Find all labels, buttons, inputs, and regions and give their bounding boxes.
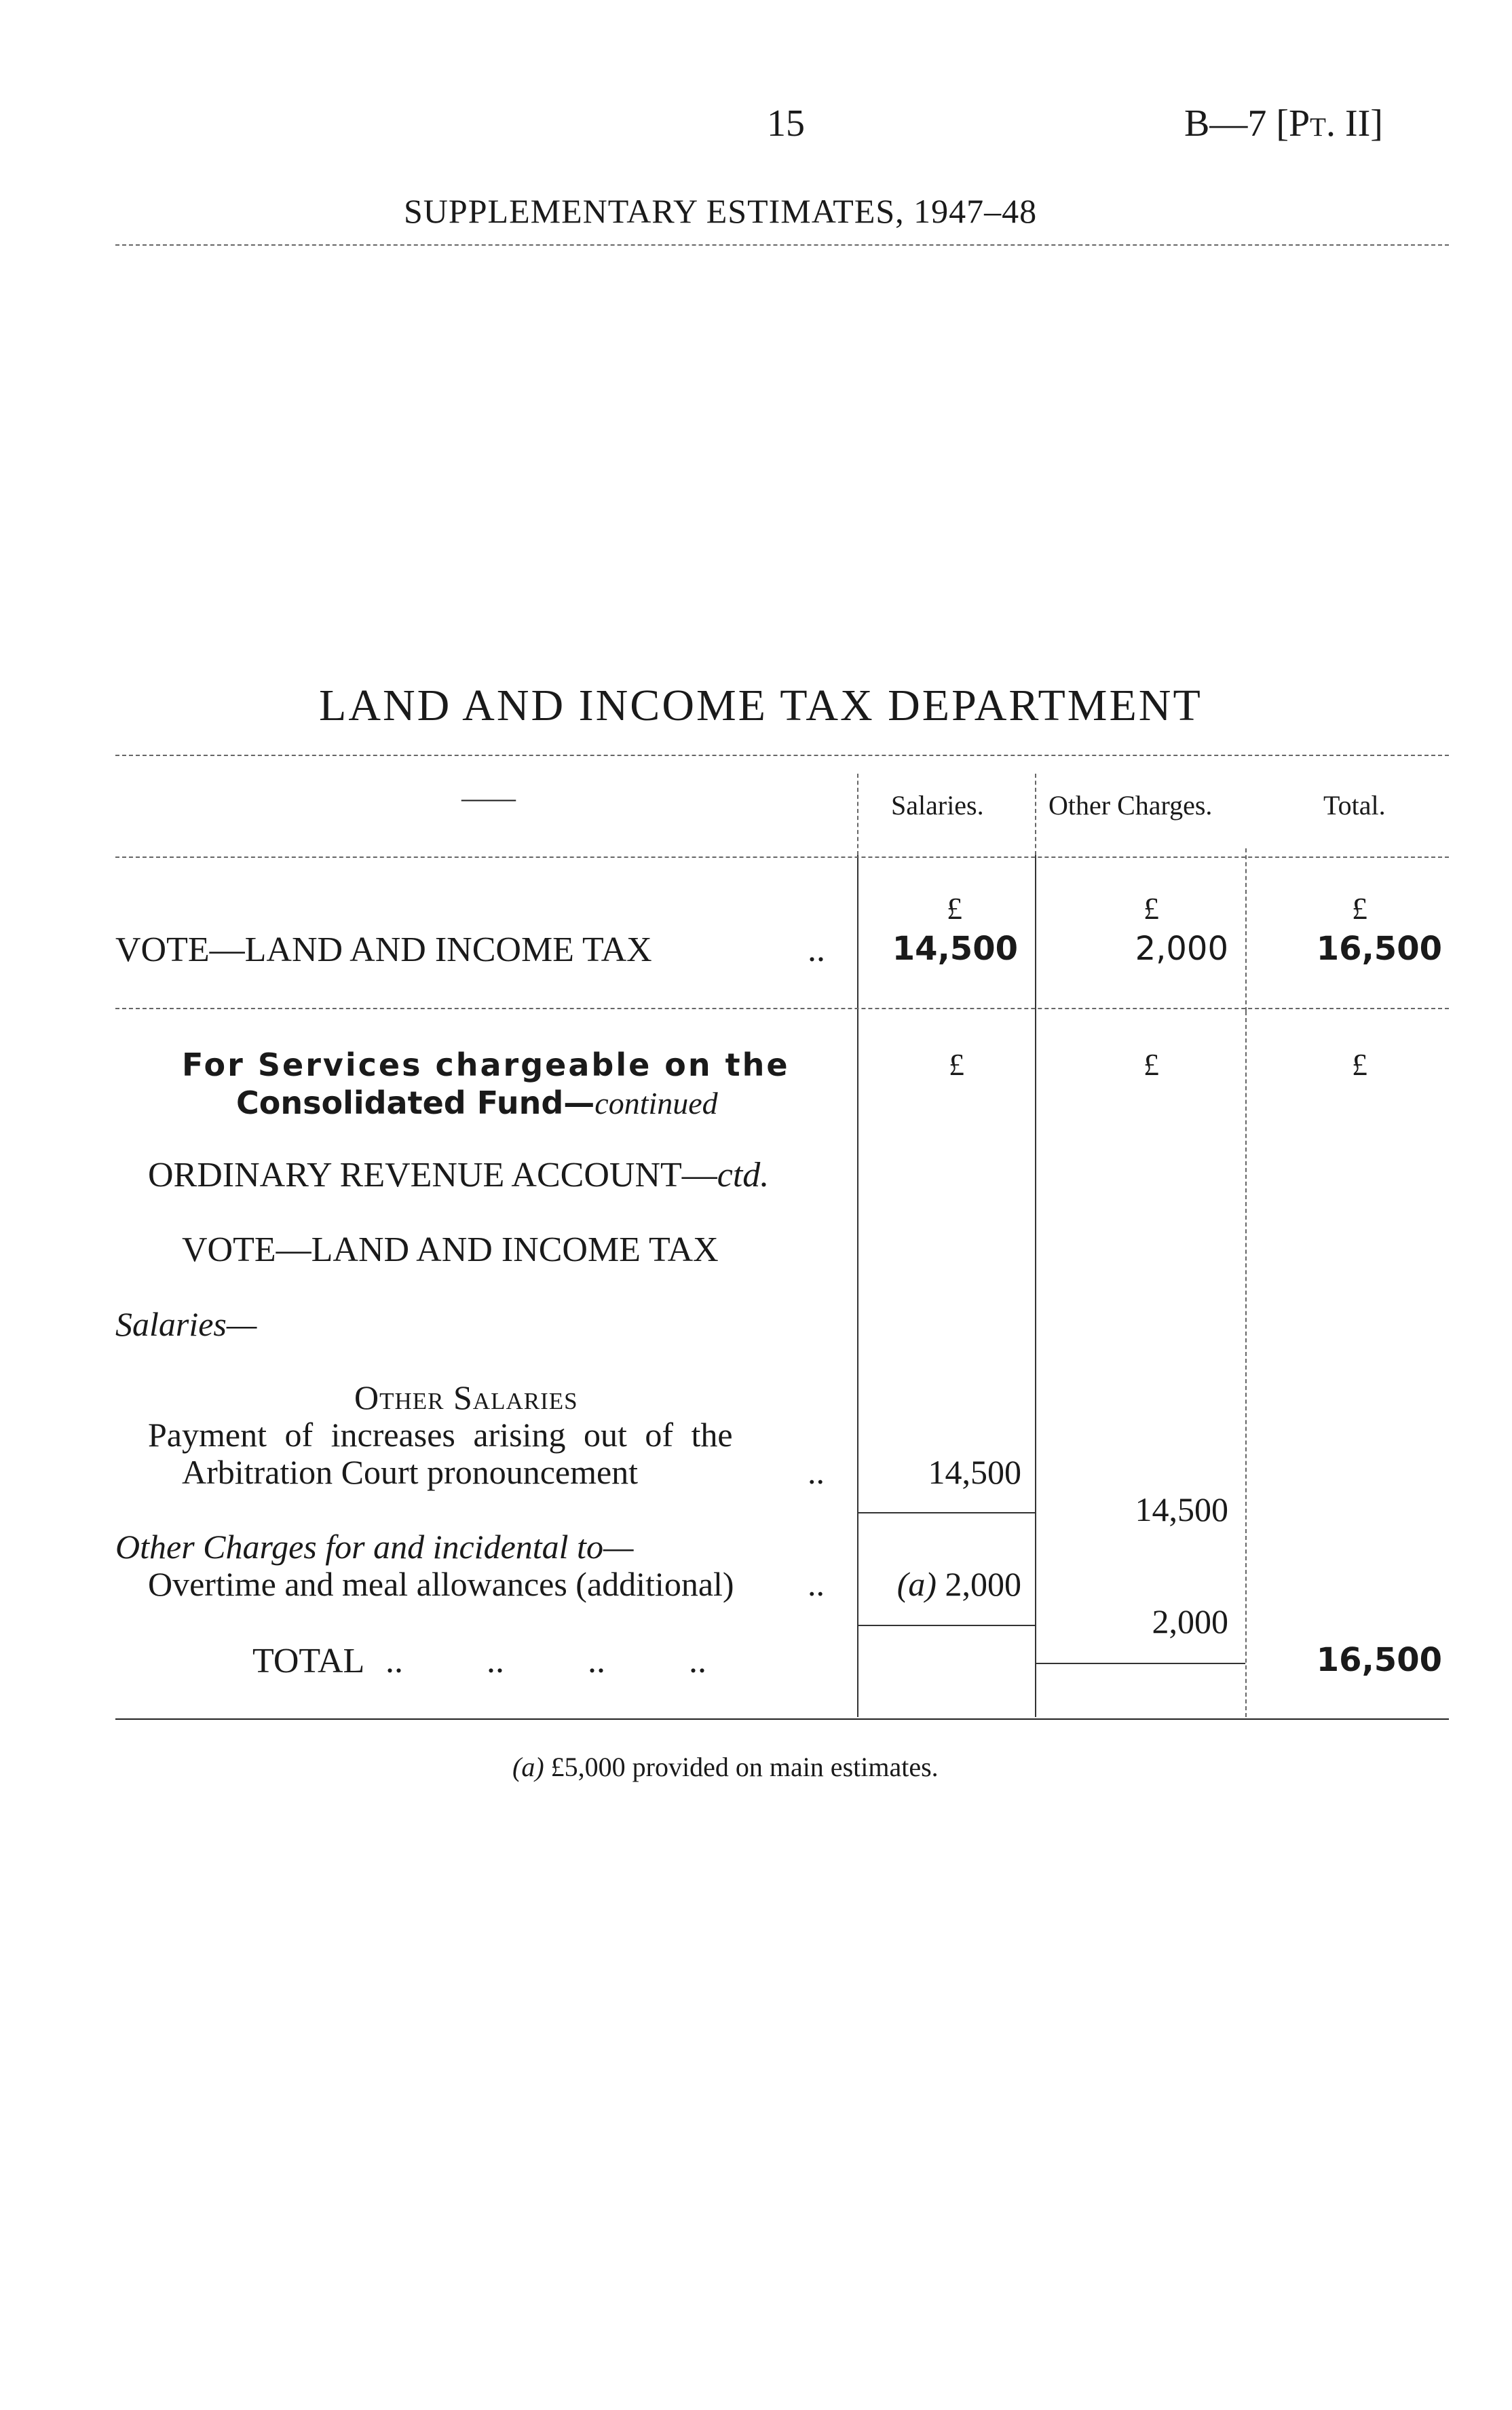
detail-currency-salaries: £: [949, 1047, 964, 1082]
summary-currency-other: £: [1144, 891, 1159, 926]
detail-vote-label: VOTE—LAND AND INCOME TAX: [182, 1230, 719, 1269]
summary-leader: ..: [808, 930, 825, 969]
footnote-ref: (a): [512, 1752, 544, 1782]
ordinary-revenue-account: [148, 1155, 769, 1195]
other-salaries-heading: Other Salaries: [354, 1378, 578, 1416]
table-bottom-rule: [115, 1718, 1449, 1720]
page-number: 15: [767, 102, 805, 145]
detail-currency-other: £: [1144, 1047, 1159, 1082]
column-divider-salaries-body: [857, 855, 858, 1717]
header-bottom-rule: [115, 856, 1449, 858]
header-blank-dash: ——: [461, 783, 516, 813]
detail-currency-total: £: [1352, 1047, 1367, 1082]
column-divider-total-body: [1245, 1011, 1247, 1717]
document-reference: B—7 [Pt. II]: [1184, 102, 1383, 145]
column-header-total: Total.: [1323, 790, 1386, 821]
column-divider-other: [1035, 774, 1036, 855]
services-heading-line2: [236, 1085, 718, 1121]
page-title: SUPPLEMENTARY ESTIMATES, 1947–48: [404, 192, 1038, 230]
account-ctd: ctd.: [717, 1156, 770, 1194]
summary-other-charges-amount: 2,000: [1135, 930, 1228, 968]
salary-item-amount: 14,500: [928, 1453, 1021, 1491]
summary-bottom-rule: [115, 1008, 1449, 1009]
services-heading-fund: Consolidated Fund—: [236, 1085, 595, 1121]
other-charges-heading: Other Charges for and incidental to—: [115, 1528, 634, 1566]
column-divider-salaries: [857, 774, 858, 855]
salaries-heading: Salaries—: [115, 1305, 257, 1343]
summary-currency-salaries: £: [947, 891, 962, 926]
salary-subtotal-amount: 14,500: [1135, 1490, 1228, 1528]
other-subtotal-rule: [858, 1625, 1035, 1626]
column-header-salaries: Salaries.: [891, 790, 984, 821]
other-charges-amount-value: 2,000: [945, 1565, 1021, 1603]
department-title: LAND AND INCOME TAX DEPARTMENT: [319, 681, 1203, 730]
other-charges-amount: [862, 1564, 1021, 1604]
other-charges-item: Overtime and meal allowances (additional): [148, 1565, 734, 1603]
account-label: ORDINARY REVENUE ACCOUNT—: [148, 1156, 717, 1194]
table-top-rule: [115, 755, 1449, 756]
column-header-other-charges: Other Charges.: [1048, 790, 1213, 821]
total-amount: 16,500: [1316, 1641, 1442, 1679]
footnote-reference-a: (a): [896, 1565, 937, 1603]
footnote: [512, 1751, 939, 1783]
summary-total-amount: 16,500: [1316, 930, 1442, 968]
salary-item-line2: Arbitration Court pronouncement: [182, 1453, 639, 1491]
services-heading-line1: For Services chargeable on the: [182, 1047, 790, 1083]
services-heading-continued: continued: [594, 1086, 718, 1121]
total-leaders: .. .. .. ..: [385, 1642, 706, 1680]
salary-item-line1: Payment of increases arising out of the: [148, 1416, 733, 1454]
salary-subtotal-rule: [858, 1512, 1035, 1513]
footnote-text: £5,000 provided on main estimates.: [550, 1752, 939, 1782]
other-subtotal-amount: 2,000: [1152, 1602, 1228, 1640]
salary-item-leader: ..: [808, 1453, 825, 1491]
header-rule: [115, 244, 1449, 246]
other-charges-leader: ..: [808, 1565, 825, 1603]
summary-currency-total: £: [1352, 891, 1367, 926]
column-divider-total: [1245, 848, 1247, 1011]
column-divider-other-body: [1035, 855, 1036, 1717]
summary-salaries-amount: 14,500: [892, 930, 1018, 968]
total-label: TOTAL: [252, 1642, 365, 1680]
summary-vote-label: VOTE—LAND AND INCOME TAX: [115, 930, 652, 969]
other-charges-total-rule: [1036, 1663, 1245, 1664]
